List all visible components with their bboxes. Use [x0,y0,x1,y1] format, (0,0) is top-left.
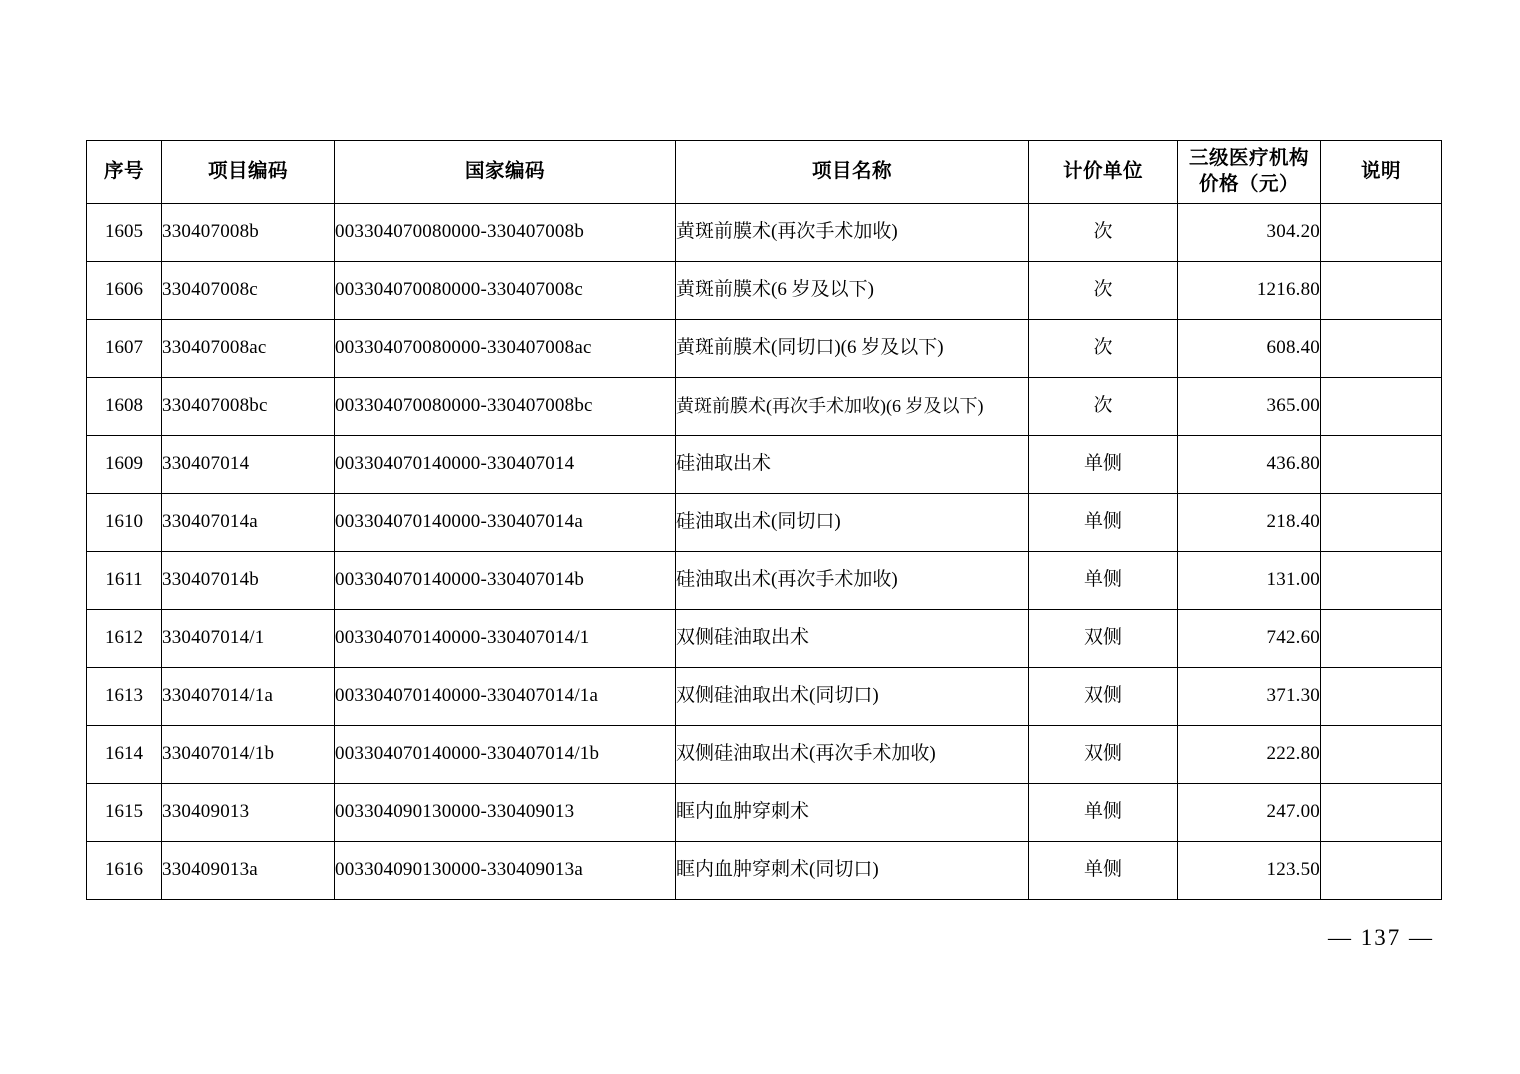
column-header-unit: 计价单位 [1029,141,1178,204]
column-header-price [1178,141,1321,204]
cell-note [1321,204,1442,262]
table-header [87,141,1442,204]
cell-item-name: 黄斑前膜术(再次手术加收)(6 岁及以下) [676,378,1029,436]
cell-item-code: 330407008bc [162,378,335,436]
cell-note [1321,320,1442,378]
cell-item-name: 双侧硅油取出术(再次手术加收) [676,726,1029,784]
cell-item-code: 330407014/1 [162,610,335,668]
table-row [87,842,1442,900]
cell-note [1321,262,1442,320]
cell-item-name: 黄斑前膜术(同切口)(6 岁及以下) [676,320,1029,378]
cell-item-code: 330407014 [162,436,335,494]
column-header-seq: 序号 [87,141,162,204]
column-header-price-line2: 价格（元） [1198,174,1299,195]
cell-unit: 次 [1029,320,1178,378]
cell-national-code: 003304070080000-330407008ac [335,320,676,378]
cell-seq: 1611 [87,552,162,610]
cell-seq: 1606 [87,262,162,320]
cell-national-code: 003304070140000-330407014/1 [335,610,676,668]
table-row [87,320,1442,378]
cell-seq: 1616 [87,842,162,900]
cell-unit: 单侧 [1029,436,1178,494]
table-row [87,262,1442,320]
table-row [87,378,1442,436]
cell-national-code: 003304070140000-330407014b [335,552,676,610]
cell-national-code: 003304070140000-330407014/1b [335,726,676,784]
column-header-national-code: 国家编码 [335,141,676,204]
cell-note [1321,784,1442,842]
cell-item-name: 黄斑前膜术(再次手术加收) [676,204,1029,262]
cell-seq: 1605 [87,204,162,262]
cell-item-code: 330407014/1a [162,668,335,726]
table-row [87,204,1442,262]
cell-note [1321,552,1442,610]
cell-unit: 双侧 [1029,610,1178,668]
cell-seq: 1607 [87,320,162,378]
cell-price: 218.40 [1178,494,1321,552]
cell-item-name: 硅油取出术 [676,436,1029,494]
cell-unit: 单侧 [1029,552,1178,610]
cell-item-name: 眶内血肿穿刺术 [676,784,1029,842]
cell-national-code: 003304070140000-330407014a [335,494,676,552]
cell-unit: 双侧 [1029,726,1178,784]
medical-price-table [86,140,1442,900]
cell-price: 371.30 [1178,668,1321,726]
cell-seq: 1614 [87,726,162,784]
table-body [87,204,1442,900]
table-row [87,668,1442,726]
cell-seq: 1608 [87,378,162,436]
table-row [87,552,1442,610]
cell-item-name: 双侧硅油取出术 [676,610,1029,668]
cell-seq: 1615 [87,784,162,842]
cell-price: 222.80 [1178,726,1321,784]
cell-price: 1216.80 [1178,262,1321,320]
cell-item-name: 硅油取出术(再次手术加收) [676,552,1029,610]
cell-national-code: 003304070080000-330407008bc [335,378,676,436]
cell-unit: 单侧 [1029,784,1178,842]
cell-item-code: 330407008c [162,262,335,320]
cell-seq: 1612 [87,610,162,668]
cell-item-code: 330407008ac [162,320,335,378]
table-header-row [87,141,1442,204]
cell-note [1321,842,1442,900]
cell-note [1321,668,1442,726]
cell-unit: 双侧 [1029,668,1178,726]
table-row [87,610,1442,668]
cell-note [1321,436,1442,494]
cell-unit: 次 [1029,204,1178,262]
column-header-price-line1: 三级医疗机构 [1188,147,1309,169]
page-number: — 137 — [1328,925,1434,950]
cell-price: 123.50 [1178,842,1321,900]
cell-item-code: 330409013a [162,842,335,900]
cell-unit: 次 [1029,378,1178,436]
cell-item-code: 330407014/1b [162,726,335,784]
cell-item-name: 硅油取出术(同切口) [676,494,1029,552]
cell-national-code: 003304070080000-330407008c [335,262,676,320]
cell-unit: 单侧 [1029,494,1178,552]
cell-price: 742.60 [1178,610,1321,668]
cell-item-name: 眶内血肿穿刺术(同切口) [676,842,1029,900]
column-header-item-name: 项目名称 [676,141,1029,204]
cell-note [1321,494,1442,552]
cell-note [1321,726,1442,784]
cell-national-code: 003304070080000-330407008b [335,204,676,262]
cell-item-name: 双侧硅油取出术(同切口) [676,668,1029,726]
cell-seq: 1610 [87,494,162,552]
cell-unit: 次 [1029,262,1178,320]
cell-national-code: 003304070140000-330407014 [335,436,676,494]
cell-price: 608.40 [1178,320,1321,378]
cell-item-code: 330407014b [162,552,335,610]
cell-item-code: 330409013 [162,784,335,842]
table-row [87,494,1442,552]
cell-item-code: 330407008b [162,204,335,262]
table-row [87,726,1442,784]
cell-national-code: 003304090130000-330409013 [335,784,676,842]
cell-item-code: 330407014a [162,494,335,552]
cell-seq: 1613 [87,668,162,726]
cell-price: 436.80 [1178,436,1321,494]
cell-price: 365.00 [1178,378,1321,436]
table-row [87,436,1442,494]
table-row [87,784,1442,842]
cell-price: 131.00 [1178,552,1321,610]
cell-note [1321,610,1442,668]
cell-national-code: 003304090130000-330409013a [335,842,676,900]
cell-unit: 单侧 [1029,842,1178,900]
cell-national-code: 003304070140000-330407014/1a [335,668,676,726]
cell-item-name: 黄斑前膜术(6 岁及以下) [676,262,1029,320]
column-header-note: 说明 [1321,141,1442,204]
cell-seq: 1609 [87,436,162,494]
column-header-item-code: 项目编码 [162,141,335,204]
cell-price: 247.00 [1178,784,1321,842]
cell-price: 304.20 [1178,204,1321,262]
cell-note [1321,378,1442,436]
